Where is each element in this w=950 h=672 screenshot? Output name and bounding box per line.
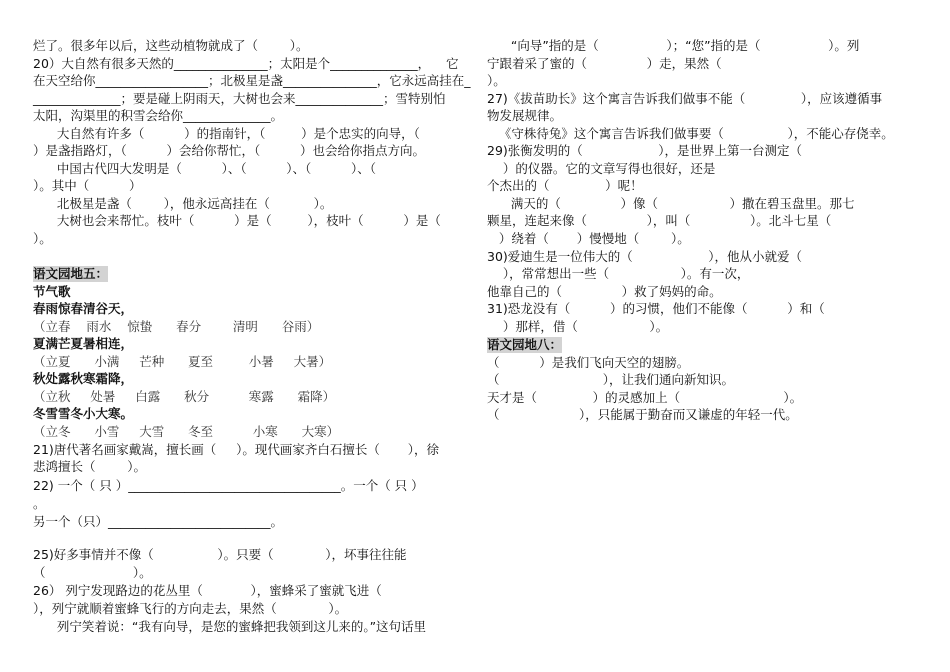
text-line: 颗星，连起来像（ ），叫（ ）。北斗七星（ [487,213,832,228]
question-26: 列宁笑着说：“我有向导，是您的蜜蜂把我领到这儿来的。”这句话里 [33,619,427,634]
question-22: 22) 一个（ 只 ）__________________________________。一个（ 只 ） [33,478,424,493]
text-line: “向导”指的是（ ）；“您”指的是（ ）。列 [487,38,860,53]
text-line: 天才是（ ）的灵感加上（ ）。 [487,390,803,405]
question-25: （ ）。 [33,565,152,580]
text-line: ______________；要是碰上阴雨天，大树也会来______________；雪特别怕 [33,91,446,106]
question-30: 他靠自己的（ ）救了妈妈的命。 [487,284,722,299]
poem-verse: 秋处露秋寒霜降， [33,371,134,386]
text-line: 大树也会来帮忙。枝叶（ ）是（ ），枝叶（ ）是（ [33,213,441,228]
text-line: （ ）是我们飞向天空的翅膀。 [487,355,690,370]
question-30: ），常常想出一些（ ）。有一次， [487,266,750,281]
poem-terms: （立春 雨水 惊蛰 春分 清明 谷雨） [33,319,320,334]
question-21: 21)唐代著名画家戴嵩，擅长画（ ）。现代画家齐白石擅长（ ），徐 [33,442,439,457]
text-line: 在天空给你__________________；北极星是盏_______________，它永远高挂在_ [33,73,471,88]
text-line: 北极星是盏（ ），他永远高挂在（ ）。 [33,196,333,211]
question-27: 27)《拔苗助长》这个寓言告诉我们做事不能（ ），应该遵循事 [487,91,883,106]
poem-verse: 春雨惊春清谷天， [33,301,134,316]
text-line: （ ），让我们通向新知识。 [487,372,735,387]
text-line: （ ），只能属于勤奋而又谦虚的年轻一代。 [487,407,798,422]
poem-terms: （立秋 处暑 白露 秋分 寒露 霜降） [33,389,336,404]
text-line: 宁跟着采了蜜的（ ）走，果然（ [487,56,722,71]
question-31: 31)恐龙没有（ ）的习惯，他们不能像（ ）和（ [487,301,825,316]
poem-title: 节气歌 [33,284,71,299]
text-line: 20）大自然有很多天然的_______________；太阳是个______________， 它 [33,56,459,71]
question-26: ），列宁就顺着蜜蜂飞行的方向走去，果然（ ）。 [33,601,348,616]
section-heading-8: 语文园地八： [487,337,563,352]
text-line: ）。 [487,73,506,88]
poem-terms: （立夏 小满 芒种 夏至 小暑 大暑） [33,354,332,369]
question-21: 悲鸿擅长（ ）。 [33,459,147,474]
text-line: 《守株待兔》这个寓言告诉我们做事要（ ），不能心存侥幸。 [487,126,894,141]
question-31: ）那样，借（ ）。 [487,319,669,334]
poem-terms: （立冬 小雪 大雪 冬至 小寒 大寒） [33,424,340,439]
question-30: 30)爱迪生是一位伟大的（ ），他从小就爱（ [487,249,803,264]
text-line: ）。 [33,231,52,246]
text-line: ）绕着（ ）慢慢地（ ）。 [487,231,690,246]
text-line: 中国古代四大发明是（ ）、（ ）、（ ）、（ [33,161,377,176]
text-line: ）是盏指路灯，（ ）会给你帮忙，（ ）也会给你指点方向。 [33,143,425,158]
question-26: 26） 列宁发现路边的花丛里（ ），蜜蜂采了蜜就飞进（ [33,583,382,598]
question-27: 物发展规律。 [487,108,563,123]
text-line: 大自然有许多（ ）的指南针，（ ）是个忠实的向导，（ [33,126,420,141]
poem-verse: 冬雪雪冬小大寒。 [33,406,134,421]
text-line: 烂了。很多年以后，这些动植物就成了（ ）。 [33,38,309,53]
text-line: 满天的（ ）像（ ）撒在碧玉盘里。那七 [487,196,855,211]
poem-verse: 夏满芒夏暑相连， [33,336,134,351]
question-22: 。 [33,496,46,511]
text-line: ）。其中（ ） [33,178,142,193]
question-25: 25)好多事情并不像（ ）。只要（ ），坏事往往能 [33,547,407,562]
text-line: 太阳，沟渠里的积雪会给你______________。 [33,108,284,123]
section-heading-5: 语文园地五： [33,266,109,281]
question-29: ）的仪器。它的文章写得也很好，还是 [487,161,716,176]
question-29: 29)张衡发明的（ ），是世界上第一台测定（ [487,143,803,158]
question-29: 个杰出的（ ）呢！ [487,178,643,193]
question-22: 另一个（只）__________________________。 [33,514,284,529]
